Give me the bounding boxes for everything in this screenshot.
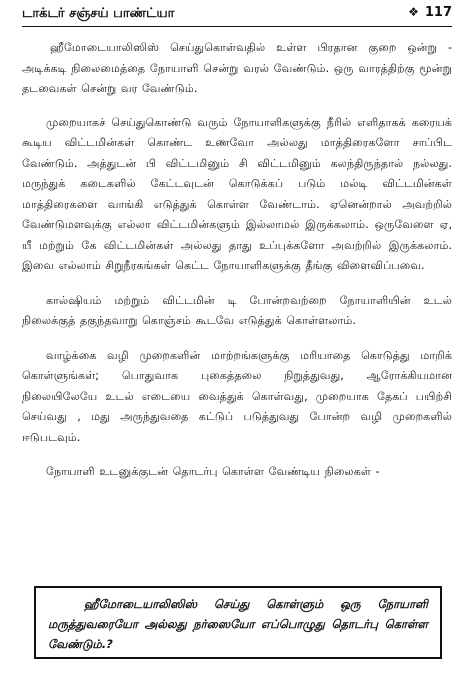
body-text bbox=[22, 38, 452, 497]
callout-box bbox=[34, 586, 442, 659]
page-header bbox=[22, 4, 452, 27]
diamond-ornament-icon: ❖ bbox=[408, 5, 419, 19]
paragraph-contact-conditions: நோயாளி உடனுக்குடன் தொடர்பு கொள்ள வேண்டிய நிலைகள் - bbox=[46, 465, 380, 478]
paragraph-calcium: கால்ஷியம் மற்றும் விட்டமின் டி போன்றவற்றை நோயாளியின் உடல் நிலைக்குத் தகுந்தவாறு கொஞ்சம் கூடவே எடுத்துக் கொள்ளலாம். bbox=[22, 293, 452, 327]
paragraph-vitamins: முறையாகச் செய்துகொண்டு வரும் நோயாளிகளுக்கு நீரில் எளிதாகக் கரையக் கூடிய விட்டமின்கள் கொண்ட உணவோ அல்லது மாத்திரைகளோ சாப்பிட வேண்டும். அத்துடன் பி விட்டமினும் சி விட்டமினும் கலந்திருந்தால் நல்லது. மருந்துக் கடைகளில் கேட்டவுடன் கொடுக்கப் படும் மல்டி விட்டமின்கள் மாத்திரைகளை வாங்கி எடுத்துக் கொள்ள வேண்டாம். ஏனென்றால் அவற்றில் வேண்டுமளவுக்கு எல்லா விட்டமின்களும் இல்லாமல் இருக்கலாம். ஒருவேளை ஏ, யீ மற்றும் கே விட்டமின்கள் அல்லது தாது உப்புக்களோ அவற்றில் இருக்கலாம். இவை எல்லாம் சிறுநீரகங்கள் கெட்ட நோயாளிகளுக்கு தீங்கு விளைவிப்பவை. bbox=[22, 115, 452, 272]
paragraph-hemodialysis-drawback: ஹீமோடையாலிஸிஸ் செய்துகொள்வதில் உள்ள பிரதான குறை ஒன்று - அடிக்கடி நிலைமைத்தை நோயாளி சென்று வரல் வேண்டும். ஒரு வாரத்திற்கு மூன்று தடவைகள் சென்று வர வேண்டும். bbox=[22, 41, 452, 95]
page-number: 117 bbox=[424, 5, 452, 20]
page-number-area bbox=[408, 5, 452, 20]
callout-question: ஹீமோடையாலிஸிஸ் செய்து கொள்ளும் ஒரு நோயாளி மருத்துவரையோ அல்லது நர்ஸையோ எப்பொழுது தொடர்பு கொள்ள வேண்டும்.? bbox=[48, 597, 428, 651]
running-title: டாக்டர் சஞ்சய் பாண்ட்யா bbox=[22, 6, 175, 21]
paragraph-lifestyle: வாழ்க்கை வழி முறைகளின் மாற்றங்களுக்கு மரியாதை கொடுத்து மாறிக் கொள்ளுங்கள்; பொதுவாக புகைத்தலை நிறுத்துவது, ஆரோக்கியமான நிலையிலேயே உடல் எடையை வைத்துக் கொள்வது, முறையாக தேகப் பயிற்சி செய்வது , மது அருந்துவதை கட்டுப் படுத்துவது போன்ற வழி முறைகளில் ஈடுபடவும். bbox=[22, 348, 452, 444]
